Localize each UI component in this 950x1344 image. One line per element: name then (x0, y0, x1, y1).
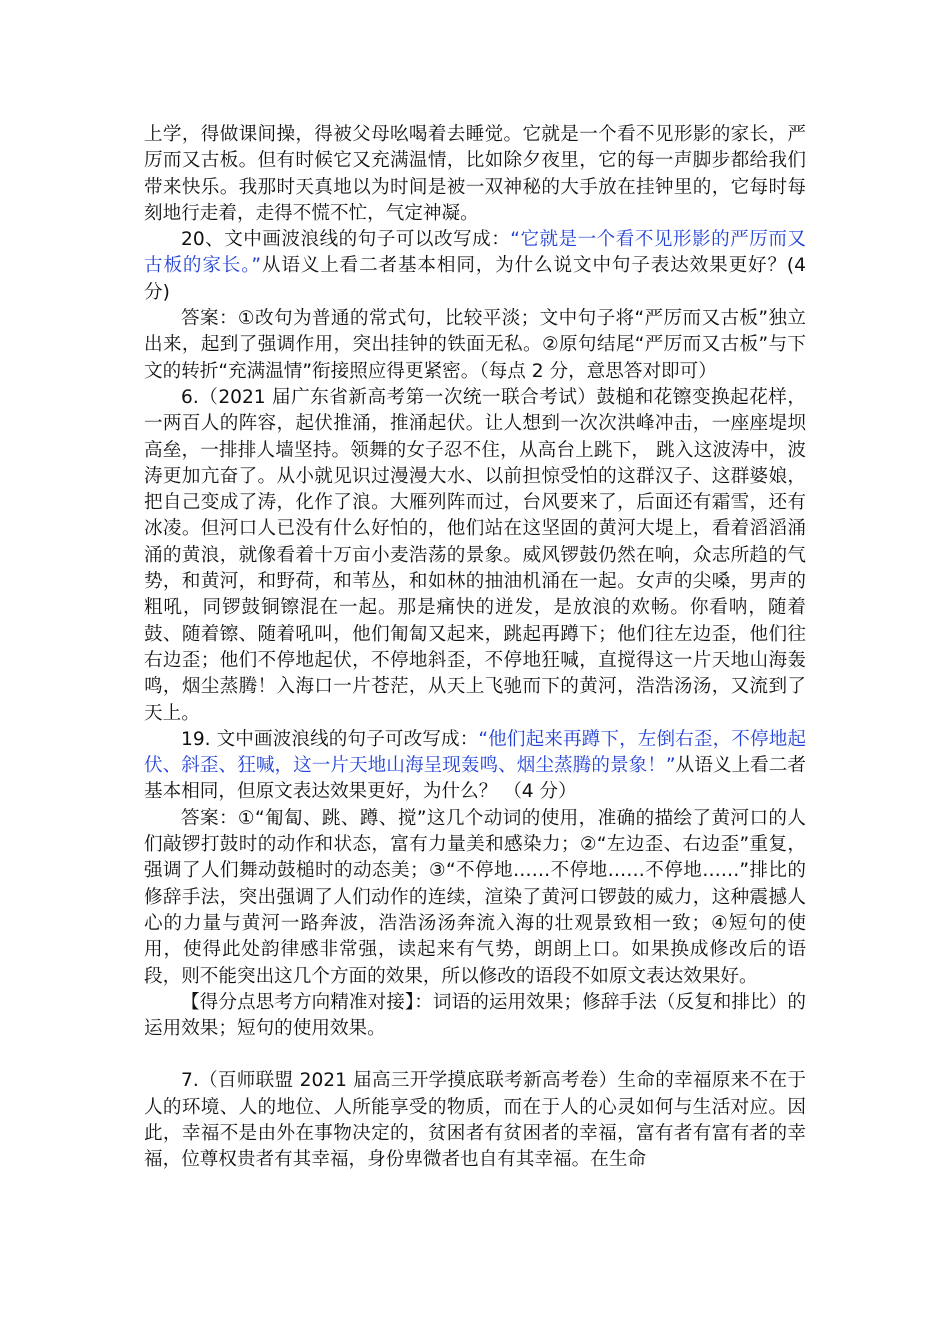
question-20-prefix: 20、文中画波浪线的句子可以改写成： (181, 229, 511, 251)
passage-6: 6.（2021 届广东省新高考第一次统一联合考试）鼓槌和花镲变换起花样，一两百人的阵容，起伏推涌，推涌起伏。让人想到一次次洪峰冲击，一座座堤坝高垒，一排排人墙坚持。领舞的女子忍不住，从高台上跳下， 跳入这波涛中，波涛更加亢奋了。从小就见识过漫漫大水、以前担惊受怕的这群汉子、这群婆娘，把自己变成了涛，化作了浪。大雁列阵而过，台风要来了，后面还有霜雪，还有冰凌。但河口人已没有什么好怕的，他们站在这坚固的黄河大堤上，看着滔滔涌涌的黄浪，就像看着十万亩小麦浩荡的景象。威风锣鼓仍然在响，众志所趋的气势，和黄河，和野荷，和苇丛，和如林的抽油机涌在一起。女声的尖嗓，男声的粗吼，同锣鼓铜镲混在一起。那是痛快的迸发，是放浪的欢畅。你看呐，随着鼓、随着镲、随着吼叫，他们匍匐又起来，跳起再蹲下；他们往左边歪，他们往右边歪；他们不停地起伏，不停地斜歪，不停地狂喊，直搅得这一片天地山海轰鸣，烟尘蒸腾！入海口一片苍茫，从天上飞驰而下的黄河，浩浩汤汤，又流到了天上。 (144, 386, 806, 724)
question-20-suffix: 从语义上看二者基本相同，为什么说文中句子表达效果更好？(4 分) (144, 255, 806, 303)
answer-20: 答案：①改句为普通的常式句，比较平淡；文中句子将“严厉而又古板”独立出来，起到了强调作用，突出挂钟的铁面无私。②原句结尾“严厉而又古板”与下文的转折“充满温情”衔接照应得更紧密。（每点 2 分，意思答对即可） (144, 308, 806, 382)
question-20-rewritten-sentence: “它就是一个看不见形影的严厉而又古板的家长。” (144, 229, 806, 277)
question-19-suffix: 从语义上看二者基本相同，但原文表达效果更好，为什么？ （4 分） (144, 755, 806, 803)
scoring-tip: 【得分点思考方向精准对接】：词语的运用效果；修辞手法（反复和排比）的运用效果；短句的使用效果。 (144, 991, 806, 1040)
question-19 (144, 727, 806, 806)
question-19-rewritten-sentence: “他们起来再蹲下，左倒右歪，不停地起伏、斜歪、狂喊，这一片天地山海呈现轰鸣、烟尘蒸腾的景象！” (144, 728, 806, 777)
passage-7: 7.（百师联盟 2021 届高三开学摸底联考新高考卷）生命的幸福原来不在于人的环境、人的地位、人所能享受的物质，而在于人的心灵如何与生活对应。因此，幸福不是由外在事物决定的，贫困者有贫困者的幸福，富有者有富有者的幸福，位尊权贵者有其幸福，身份卑微者也自有其幸福。在生命 (144, 1070, 806, 1171)
answer-19: 答案：①“匍匐、跳、蹲、搅”这几个动词的使用，准确的描绘了黄河口的人们敲锣打鼓时的动作和状态，富有力量美和感染力；②“左边歪、右边歪”重复，强调了人们舞动鼓槌时的动态美；③“不停地……不停地……不停地……”排比的修辞手法，突出强调了人们动作的连续，渲染了黄河口锣鼓的威力，这种震撼人心的力量与黄河一路奔波，浩浩汤汤奔流入海的壮观景致相一致；④短句的使用，使得此处韵律感非常强，读起来有气势，朗朗上口。如果换成修改后的语段，则不能突出这几个方面的效果，所以修改的语段不如原文表达效果好。 (144, 807, 806, 987)
passage-paragraph: 上学，得做课间操，得被父母吆喝着去睡觉。它就是一个看不见形影的家长，严厉而又古板。但有时候它又充满温情，比如除夕夜里，它的每一声脚步都给我们带来快乐。我那时天真地以为时间是被一双神秘的大手放在挂钟里的，它每时每刻地行走着，走得不慌不忙，气定神凝。 (144, 124, 806, 224)
question-19-prefix: 19. 文中画波浪线的句子可改写成： (181, 728, 479, 750)
document-page (144, 122, 806, 1174)
question-20 (144, 227, 806, 306)
paragraph-gap (144, 1042, 806, 1068)
